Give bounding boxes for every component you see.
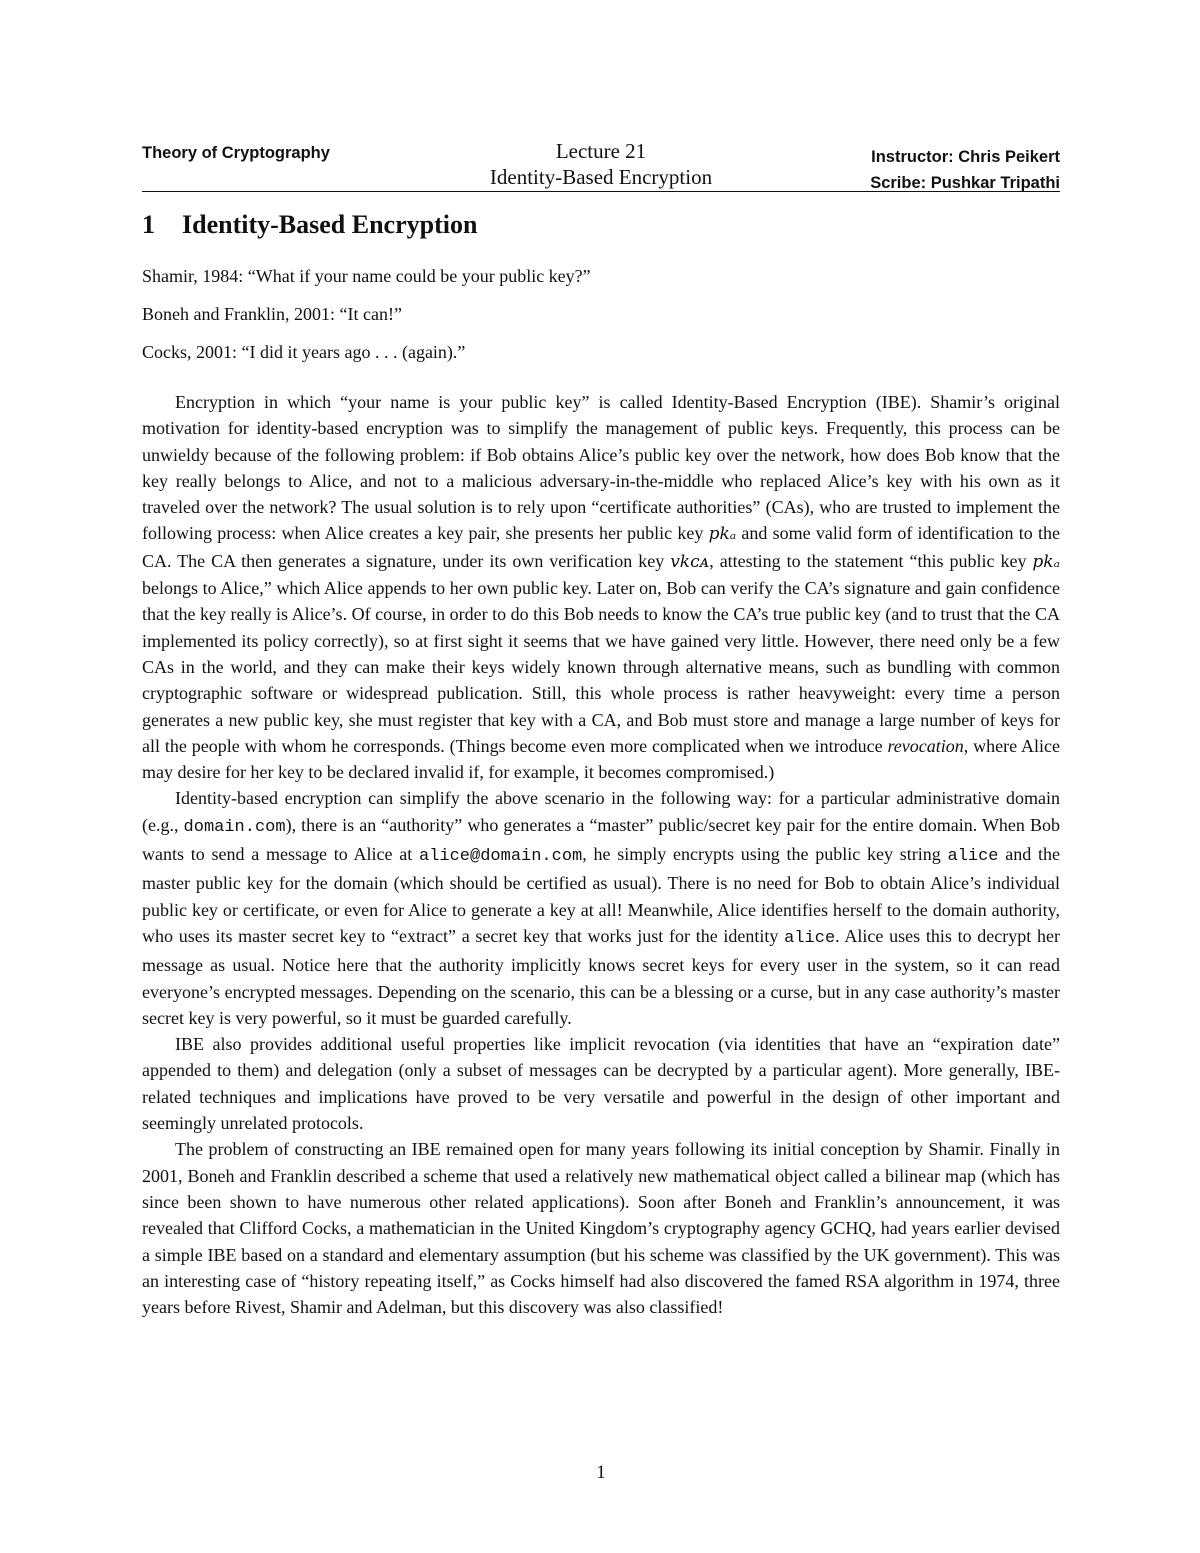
p2-text-a: Identity-based encryption can simplify the above scenario in the following way: for a particular administrative domain (e.g., [142,788,1060,835]
p1-text-b: and some valid form of identification to the CA. The CA then generates a signature, under its own verification key [142,523,1060,571]
epigraph-quotes [142,264,1060,378]
quote-shamir: Shamir, 1984: “What if your name could be your public key?” [142,266,591,286]
code-alice: alice [784,928,836,948]
quote-boneh-franklin: Boneh and Franklin, 2001: “It can!” [142,304,402,324]
body-text [142,389,1060,1320]
p2-text-b: ), there is an “authority” who generates a “master” public/secret key pair for the entire domain. When Bob wants to send a message to Alice at [142,814,1060,865]
p1-text-a: Encryption in which “your name is your public key” is called Identity-Based Encryption (IBE). Shamir’s original motivation for identity-based encryption was to simplify the management of public keys. Frequently, this process can be unwieldy because of the following problem: if Bob obtains Alice’s public key over the network, how does Bob know that the key really belongs to Alice, and not to a malicious adversary-in-the-middle who replaced Alice’s key with his own as it traveled over the network? The usual solution is to rely upon “certificate authorities” (CAs), who are trusted to implement the following process: when Alice creates a key pair, she presents her public key [142,392,1060,544]
header-rule [142,191,1060,192]
paragraph-ibe-history: The problem of constructing an IBE remained open for many years following its initial conception by Shamir. Finally in 2001, Boneh and Franklin described a scheme that used a relatively new mathematical object called a bilinear map (which has since been shown to have numerous other related applications). Soon after Boneh and Franklin’s announcement, it was revealed that Clifford Cocks, a mathematician in the United Kingdom’s cryptography agency GCHQ, had years earlier devised a simple IBE based on a standard and elementary assumption (but his scheme was classified by the UK government). This was an interesting case of “history repeating itself,” as Cocks himself had also discovered the famed RSA algorithm in 1974, three years before Rivest, Shamir and Adelman, but this discovery was also classified! [142,1139,1060,1318]
quote-cocks: Cocks, 2001: “I did it years ago . . . (again).” [142,342,466,362]
code-email: alice@domain.com [419,847,583,867]
scribe-name: Scribe: Pushkar Tripathi [870,174,1060,192]
math-vk-ca: vkᴄᴀ [670,551,710,572]
math-pk-a: pkₐ [1032,551,1060,572]
p2-text-c: , he simply encrypts using the public key string [582,844,948,865]
course-name: Theory of Cryptography [142,144,330,162]
lecture-header [142,138,1060,190]
paragraph-ibe-scenario [142,785,1060,1031]
p2-text-d: and the master public key for the domain (which should be certified as usual). There is no need for Bob to obtain Alice’s individual public key or certificate, or even for Alice to generate a key at all! Meanwhile, Alice identifies herself to the domain authority, who uses its master secret key to “extract” a secret key that works just for the identity [142,844,1061,946]
lecture-topic: Identity-Based Encryption [489,165,713,189]
section-number: 1 [142,210,155,239]
code-alice: alice [947,847,999,867]
section-title: Identity-Based Encryption [182,210,478,239]
p1-text-d: belongs to Alice,” which Alice appends to her own public key. Later on, Bob can verify the CA’s signature and gain confidence that the key really is Alice’s. Of course, in order to do this Bob needs to know the CA’s true public key (and to trust that the CA implemented its policy correctly), so at first sight it seems that we have gained very little. However, there need only be a few CAs in the world, and they can make their keys widely known through alternative means, such as bundling with common cryptographic software or widespread publication. Still, this whole process is rather heavyweight: every time a person generates a new public key, she must register that key with a CA, and Bob must store and manage a large number of keys for all the people with whom he corresponds. (Things become even more complicated when we introduce [142,578,1060,756]
lecture-number: Lecture 21 [555,139,647,163]
section-heading [142,209,477,241]
paragraph-ibe-properties: IBE also provides additional useful properties like implicit revocation (via identities that have an “expiration date” appended to them) and delegation (only a subset of messages can be decrypted by a particular agent). More generally, IBE-related techniques and implications have proved to be very versatile and powerful in the design of other important and seemingly unrelated protocols. [142,1034,1060,1134]
instructor-name: Instructor: Chris Peikert [871,148,1060,166]
p1-text-e: , where Alice may desire for her key to be declared invalid if, for example, it becomes compromised.) [142,735,1060,783]
emphasis-revocation: revocation [887,735,964,756]
staff-block [870,144,1060,196]
code-domain: domain.com [183,817,286,837]
p2-text-e: . Alice uses this to decrypt her message as usual. Notice here that the authority implicitly knows secret keys for every user in the system, so it can read everyone’s encrypted messages. Depending on the scenario, this can be a blessing or a curse, but in any case authority’s master secret key is very powerful, so it must be guarded carefully. [142,925,1060,1028]
page-number: 1 [596,1462,606,1483]
math-pk-a: pkₐ [708,524,737,545]
paragraph-ibe-motivation [142,389,1060,785]
p1-text-c: , attesting to the statement “this public key [709,550,1033,571]
